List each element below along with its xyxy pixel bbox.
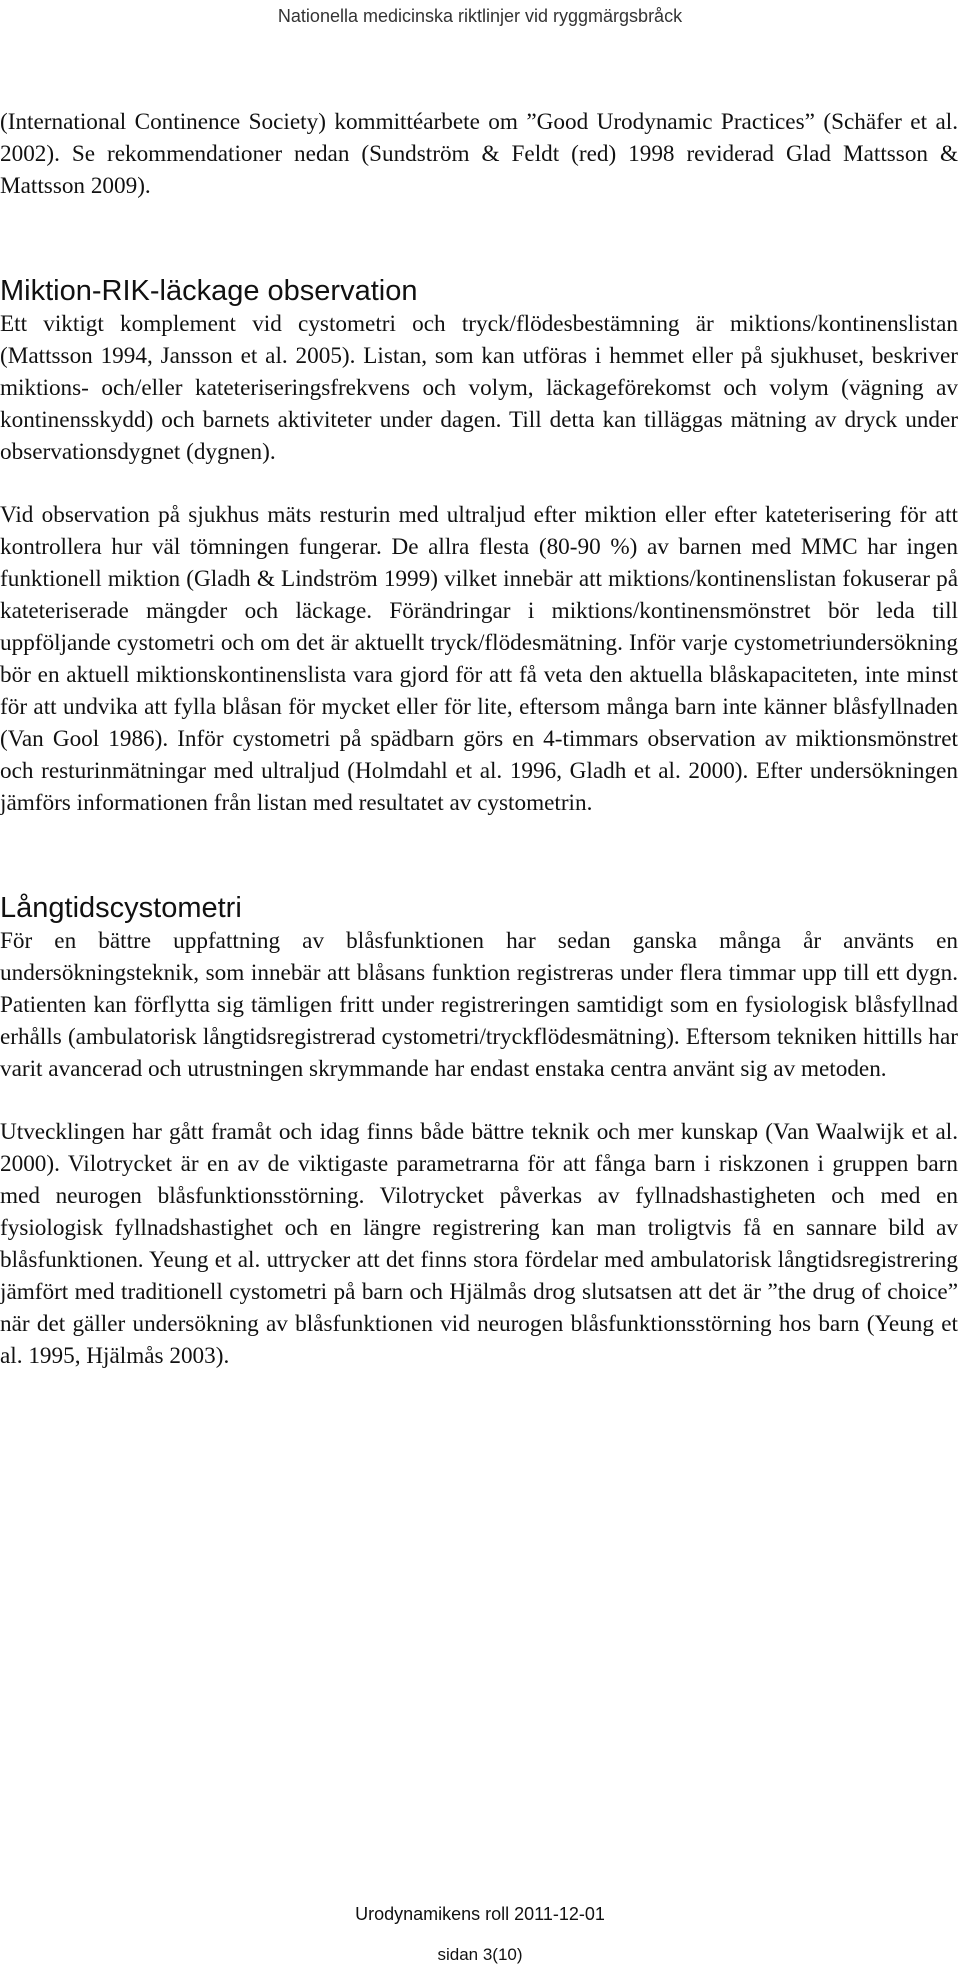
document-body	[0, 106, 960, 1372]
section-heading-miktion: Miktion-RIK-läckage observation	[0, 275, 418, 307]
miktion-paragraph-1: Ett viktigt komplement vid cystometri och tryck/flödesbestämning är miktions/kontinenslistan (Mattsson 1994, Jansson et al. 2005). Listan, som kan utföras i hemmet eller på sjukhuset, beskriver miktions- och/eller kateteriseringsfrekvens och volym, läckageförekomst och volym (vägning av kontinensskydd) och barnets aktiviteter under dagen. Till detta kan tilläggas mätning av dryck under observationsdygnet (dygnen).	[0, 311, 958, 465]
miktion-paragraph-2: Vid observation på sjukhus mäts resturin med ultraljud efter miktion eller efter kateterisering för att kontrollera hur väl tömningen fungerar. De allra flesta (80-90 %) av barnen med MMC har ingen funktionell miktion (Gladh & Lindström 1999) vilket innebär att miktions/kontinenslistan fokuserar på kateteriserade mängder och läckage. Förändringar i miktions/kontinensmönstret bör leda till uppföljande cystometri och om det är aktuellt tryck/flödesmätning. Inför varje cystometriundersökning bör en aktuell miktionskontinenslista vara gjord för att få veta den aktuella blåskapaciteten, inte minst för att undvika att fylla blåsan för mycket eller för lite, eftersom många barn inte känner blåsfyllnaden (Van Gool 1986). Inför cystometri på spädbarn görs en 4-timmars observation av miktionsmönstret och resturinmätningar med ultraljud (Holmdahl et al. 1996, Gladh et al. 2000). Efter undersökningen jämförs informationen från listan med resultatet av cystometrin.	[0, 502, 958, 816]
page-number: sidan 3(10)	[437, 1945, 523, 1964]
footer-document-title: Urodynamikens roll 2011-12-01	[355, 1904, 605, 1924]
intro-paragraph: (International Continence Society) kommittéarbete om ”Good Urodynamic Practices” (Schäfer et al. 2002). Se rekommendationer nedan (Sundström & Feldt (red) 1998 reviderad Glad Mattsson & Mattsson 2009).	[0, 109, 958, 199]
section-heading-langtid: Långtidscystometri	[0, 892, 242, 924]
running-header: Nationella medicinska riktlinjer vid ryggmärgsbråck	[277, 6, 683, 26]
langtid-paragraph-2: Utvecklingen har gått framåt och idag finns både bättre teknik och mer kunskap (Van Waalwijk et al. 2000). Vilotrycket är en av de viktigaste parametrarna för att fånga barn i riskzonen i gruppen barn med neurogen blåsfunktionsstörning. Vilotrycket påverkas av fyllnadshastigheten och med en fysiologisk fyllnadshastighet och en längre registrering kan man troligtvis få en sannare bild av blåsfunktionen. Yeung et al. uttrycker att det finns stora fördelar med ambulatorisk långtidsregistrering jämfört med traditionell cystometri på barn och Hjälmås drog slutsatsen att det är ”the drug of choice” när det gäller undersökning av blåsfunktionen vid neurogen blåsfunktionsstörning hos barn (Yeung et al. 1995, Hjälmås 2003).	[0, 1119, 958, 1369]
langtid-paragraph-1: För en bättre uppfattning av blåsfunktionen har sedan ganska många år använts en undersökningsteknik, som innebär att blåsans funktion registreras under flera timmar upp till ett dygn. Patienten kan förflytta sig tämligen fritt under registreringen samtidigt som en fysiologisk blåsfyllnad erhålls (ambulatorisk långtidsregistrerad cystometri/tryckflödesmätning). Eftersom tekniken hittills har varit avancerad och utrustningen skrymmande har endast enstaka centra använt sig av metoden.	[0, 928, 958, 1082]
